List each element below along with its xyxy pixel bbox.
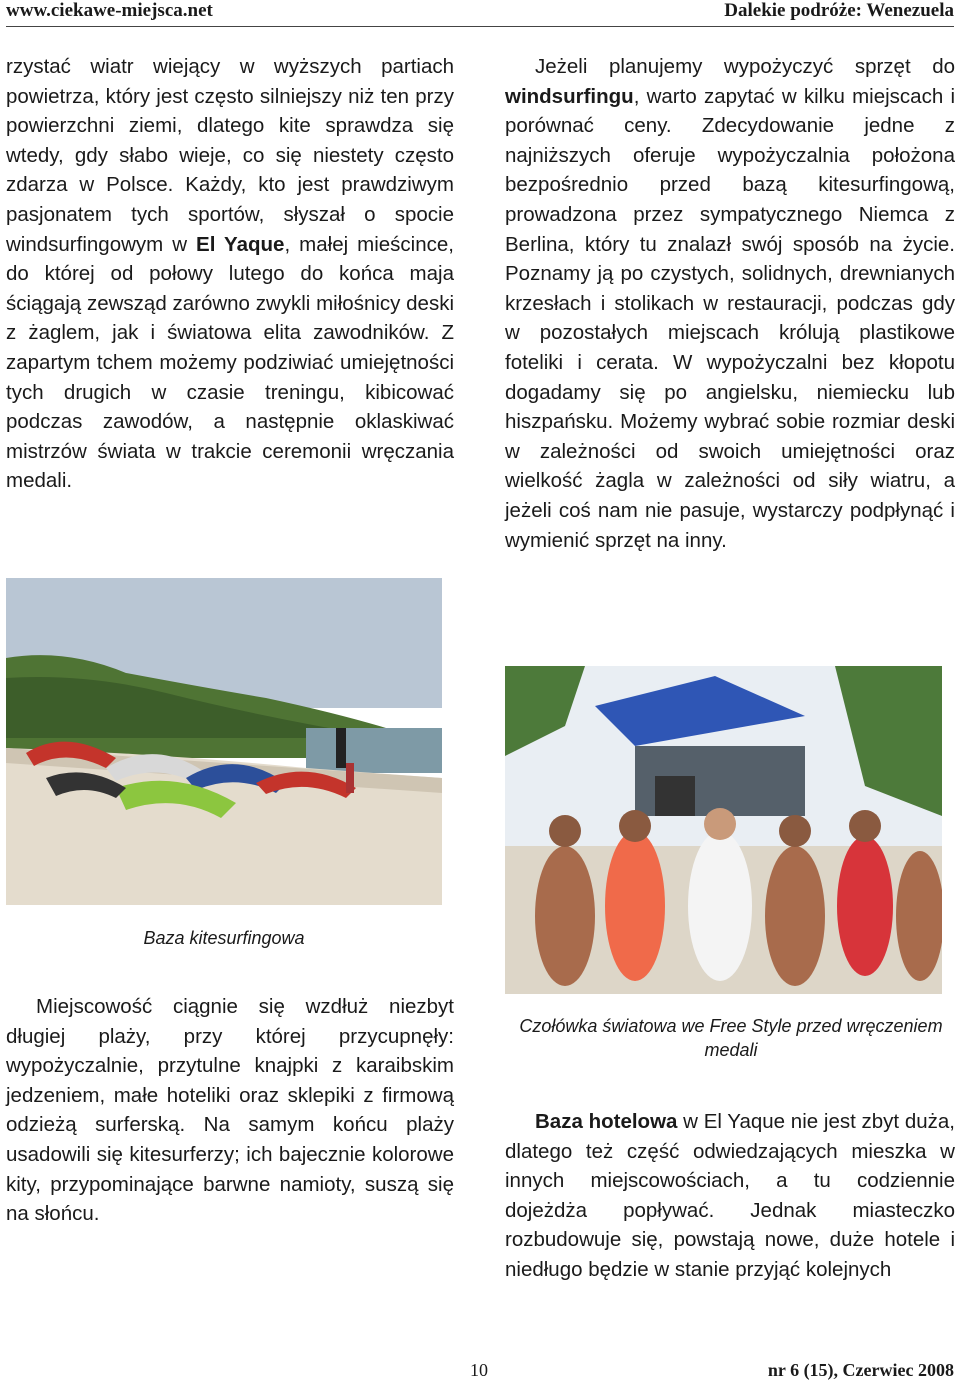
photo-caption: Czołówka światowa we Free Style przed wręczeniem medali [519,1016,943,1060]
paragraph: Miejscowość ciągnie się wzdłuż niezbyt długiej plaży, przy której przycupnęły: wypożyczalnie, przytulne knajpki z karaibskim jedzeniem, małe hoteliki oraz sklepiki z firmową odzieżą surferską. Na samym końcu plaży usadowili się kitesurferzy; ich bajecznie kolorowe kity, przypominające barwne namioty, suszą się na słońcu. [6,995,454,1226]
photo-kite-beach [6,578,442,905]
bold-term: Baza hotelowa [535,1110,678,1133]
column-left-bottom [6,992,454,1229]
bold-term: El Yaque [196,232,285,256]
paragraph: Jeżeli planujemy wypożyczyć sprzęt do windsurfingu, warto zapytać w kilku miejscach i porównać ceny. Zdecydowanie jedne z najniższych oferuje wypożyczalnia położona bezpośrednio przed bazą kitesurfingową, prowadzona przez sympatycznego Niemca z Berlina, który tu znalazł swój sposób na życie. Poznamy ją po czystych, solidnych, drewnianych krzesłach i stolikach w restauracji, podczas gdy w pozostałych miejscach królują plastikowe foteliki i cerata. W wypożyczalni bez kłopotu dogadamy się po angielsku, niemiecku lub hiszpańsku. Możemy wybrać sobie rozmiar deski w zależności od swoich umiejętności oraz wielkość żagla w zależności od siły wiatru, a jeżeli coś nam nie pasuje, wystarczy podpłynąć i wymienić sprzęt na inny. [505,55,955,552]
site-url[interactable]: www.ciekawe-miejsca.net [6,0,213,21]
section-title: Dalekie podróże: Wenezuela [724,0,954,21]
issue-info: nr 6 (15), Czerwiec 2008 [767,1360,954,1380]
column-right-bottom [505,1107,955,1285]
paragraph: rzystać wiatr wiejący w wyższych partiach powietrza, który jest często silniejszy niż ten przy powierzchni ziemi, dlatego kite sprawdza się wtedy, gdy słabo wieje, co się niestety często zdarza w Polsce. Każdy, kto jest prawdziwym pasjonatem tych sportów, słyszał o spocie windsurfingowym w El Yaque, małej mieścince, do której od połowy lutego do końca maja ściągają zewsząd zarówno zwykli miłośnicy deski z żaglem, jak i światowa elita zawodników. Z zapartym tchem możemy podziwiać umiejętności tych drugich w czasie treningu, kibicować podczas zawodów, a następnie oklaskiwać mistrzów świata w trakcie ceremonii wręczania medali. [6,55,454,493]
page-number: 10 [470,1360,488,1380]
photo-medal-crowd [505,666,942,994]
paragraph: Baza hotelowa w El Yaque nie jest zbyt duża, dlatego też część odwiedzających mieszka w innych miejscowościach, a tu codziennie dojeżdża popływać. Jednak miasteczko rozbudowuje się, powstają nowe, duże hotele i niedługo będzie w stanie przyjąć kolejnych [505,1110,956,1281]
bold-term: windsurfingu [505,84,634,108]
column-right-top [505,52,955,555]
column-left-top [6,52,454,496]
page-header [6,0,954,27]
photo-caption: Baza kitesurfingowa [143,928,305,948]
